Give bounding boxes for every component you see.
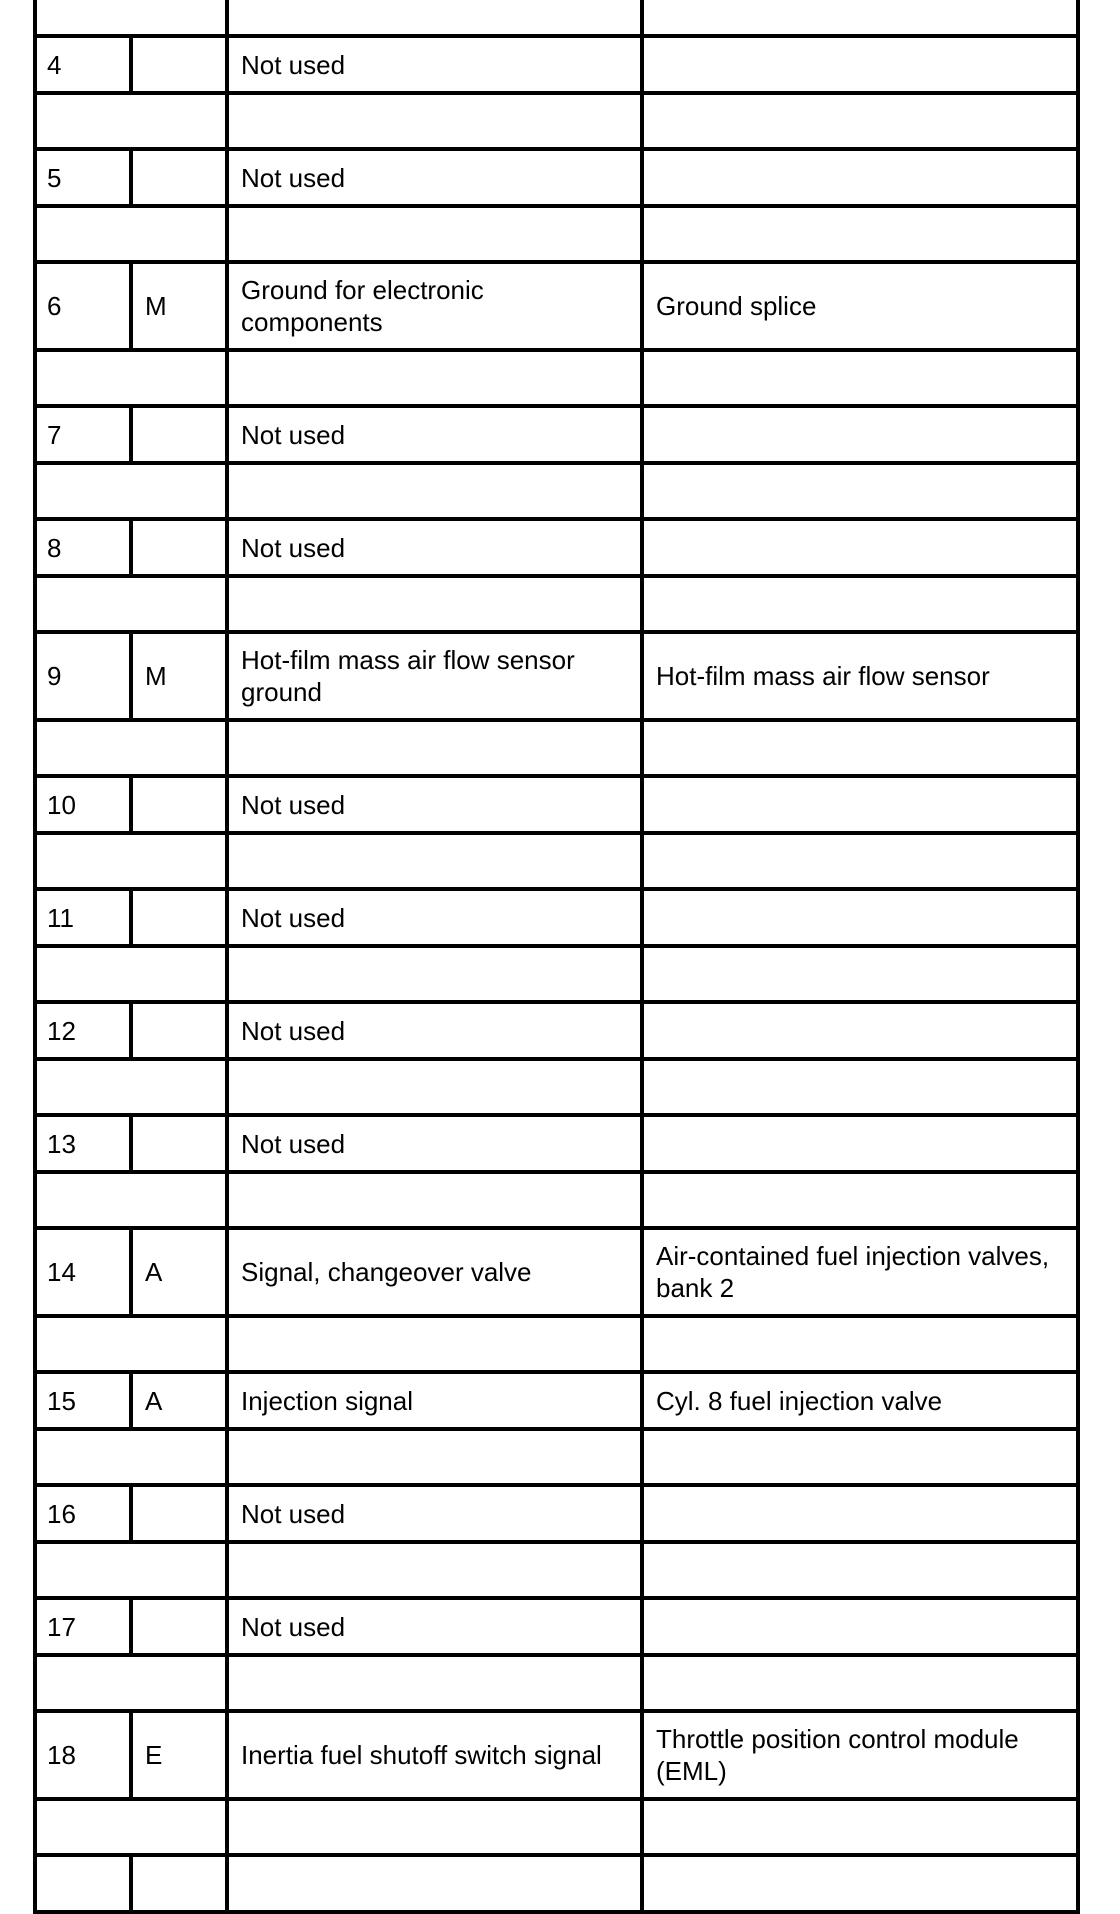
separator-cell	[35, 0, 227, 36]
pin-type-cell	[131, 149, 227, 206]
description-cell: Not used	[227, 36, 642, 93]
description-cell: Not used	[227, 889, 642, 946]
description-cell: Not used	[227, 1002, 642, 1059]
description-cell: Not used	[227, 1485, 642, 1542]
connection-cell	[642, 1115, 1078, 1172]
pin-type-cell: E	[131, 1711, 227, 1799]
separator-cell	[35, 720, 227, 776]
separator-cell	[35, 576, 227, 632]
pin-number-cell: 10	[35, 776, 131, 833]
table-row	[35, 149, 1078, 206]
pin-type-cell	[131, 1115, 227, 1172]
separator-cell	[642, 1316, 1078, 1372]
pin-number-cell: 12	[35, 1002, 131, 1059]
pin-number-cell: 7	[35, 406, 131, 463]
separator-cell	[642, 206, 1078, 262]
connection-cell: Ground splice	[642, 262, 1078, 350]
pin-number-cell: 9	[35, 632, 131, 720]
pin-number-cell: 11	[35, 889, 131, 946]
pin-type-cell	[131, 1002, 227, 1059]
pin-number-cell: 14	[35, 1228, 131, 1316]
separator-cell	[35, 1316, 227, 1372]
pin-type-cell	[131, 1485, 227, 1542]
separator-row	[35, 576, 1078, 632]
pin-number-cell: 17	[35, 1598, 131, 1655]
table-row	[35, 406, 1078, 463]
table-row	[35, 889, 1078, 946]
separator-cell	[642, 1429, 1078, 1485]
separator-cell	[227, 1316, 642, 1372]
separator-row	[35, 350, 1078, 406]
separator-row	[35, 1172, 1078, 1228]
table-row	[35, 776, 1078, 833]
separator-row	[35, 0, 1078, 36]
separator-row	[35, 833, 1078, 889]
separator-row	[35, 1059, 1078, 1115]
separator-cell	[227, 93, 642, 149]
pin-number-cell: 13	[35, 1115, 131, 1172]
empty-cell	[227, 1855, 642, 1912]
pin-type-cell	[131, 36, 227, 93]
separator-cell	[35, 1172, 227, 1228]
separator-cell	[35, 1429, 227, 1485]
table-row	[35, 1711, 1078, 1799]
connection-cell: Hot-film mass air flow sensor	[642, 632, 1078, 720]
table-row	[35, 1855, 1078, 1912]
separator-cell	[35, 463, 227, 519]
connection-cell: Throttle position control module (EML)	[642, 1711, 1078, 1799]
connection-cell: Cyl. 8 fuel injection valve	[642, 1372, 1078, 1429]
description-cell: Hot-film mass air flow sensor ground	[227, 632, 642, 720]
table-row	[35, 1372, 1078, 1429]
table-row	[35, 1485, 1078, 1542]
separator-cell	[227, 1542, 642, 1598]
separator-cell	[642, 463, 1078, 519]
table-row	[35, 519, 1078, 576]
separator-cell	[227, 1059, 642, 1115]
separator-cell	[227, 350, 642, 406]
separator-cell	[642, 576, 1078, 632]
pin-type-cell	[131, 776, 227, 833]
separator-cell	[35, 833, 227, 889]
connection-cell	[642, 519, 1078, 576]
separator-cell	[227, 1655, 642, 1711]
pin-number-cell: 5	[35, 149, 131, 206]
pin-type-cell	[131, 1598, 227, 1655]
pin-type-cell: M	[131, 262, 227, 350]
table-row	[35, 632, 1078, 720]
separator-cell	[227, 720, 642, 776]
pin-type-cell	[131, 889, 227, 946]
separator-cell	[35, 1542, 227, 1598]
table-row	[35, 36, 1078, 93]
separator-cell	[227, 1799, 642, 1855]
pin-number-cell: 4	[35, 36, 131, 93]
pin-number-cell: 18	[35, 1711, 131, 1799]
pin-table-body	[35, 0, 1078, 1912]
table-row	[35, 262, 1078, 350]
table-row	[35, 1598, 1078, 1655]
description-cell: Not used	[227, 1115, 642, 1172]
description-cell: Not used	[227, 776, 642, 833]
separator-cell	[35, 350, 227, 406]
separator-cell	[642, 946, 1078, 1002]
connection-cell	[642, 1002, 1078, 1059]
separator-cell	[642, 1172, 1078, 1228]
separator-cell	[35, 206, 227, 262]
pin-number-cell: 15	[35, 1372, 131, 1429]
connection-cell	[642, 776, 1078, 833]
description-cell: Ground for electronic components	[227, 262, 642, 350]
description-cell: Inertia fuel shutoff switch signal	[227, 1711, 642, 1799]
pin-number-cell: 16	[35, 1485, 131, 1542]
pin-type-cell	[131, 406, 227, 463]
separator-row	[35, 1429, 1078, 1485]
connection-cell	[642, 36, 1078, 93]
separator-cell	[642, 1655, 1078, 1711]
pin-type-cell: A	[131, 1228, 227, 1316]
separator-row	[35, 1655, 1078, 1711]
description-cell: Not used	[227, 406, 642, 463]
separator-cell	[35, 1655, 227, 1711]
connection-cell	[642, 149, 1078, 206]
table-row	[35, 1002, 1078, 1059]
separator-cell	[35, 93, 227, 149]
separator-cell	[642, 93, 1078, 149]
connection-cell	[642, 1598, 1078, 1655]
separator-cell	[227, 206, 642, 262]
pin-number-cell: 6	[35, 262, 131, 350]
table-row	[35, 1228, 1078, 1316]
separator-cell	[642, 720, 1078, 776]
separator-cell	[227, 576, 642, 632]
description-cell: Injection signal	[227, 1372, 642, 1429]
separator-cell	[227, 946, 642, 1002]
separator-cell	[35, 1799, 227, 1855]
separator-cell	[642, 1059, 1078, 1115]
separator-row	[35, 1542, 1078, 1598]
separator-cell	[227, 1172, 642, 1228]
connection-cell: Air-contained fuel injection valves, bank 2	[642, 1228, 1078, 1316]
separator-row	[35, 1316, 1078, 1372]
description-cell: Not used	[227, 519, 642, 576]
separator-cell	[227, 833, 642, 889]
pin-number-cell: 8	[35, 519, 131, 576]
separator-cell	[227, 1429, 642, 1485]
connection-cell	[642, 1485, 1078, 1542]
separator-row	[35, 93, 1078, 149]
separator-cell	[642, 1799, 1078, 1855]
empty-cell	[35, 1855, 131, 1912]
pin-assignment-table	[33, 0, 1080, 1914]
connection-cell	[642, 406, 1078, 463]
separator-row	[35, 946, 1078, 1002]
separator-row	[35, 206, 1078, 262]
separator-row	[35, 463, 1078, 519]
empty-cell	[131, 1855, 227, 1912]
connection-cell	[642, 889, 1078, 946]
pin-type-cell: M	[131, 632, 227, 720]
pin-type-cell	[131, 519, 227, 576]
separator-cell	[35, 946, 227, 1002]
separator-cell	[642, 350, 1078, 406]
separator-cell	[642, 1542, 1078, 1598]
separator-cell	[642, 833, 1078, 889]
description-cell: Not used	[227, 1598, 642, 1655]
separator-row	[35, 1799, 1078, 1855]
separator-cell	[642, 0, 1078, 36]
empty-cell	[642, 1855, 1078, 1912]
separator-cell	[227, 0, 642, 36]
description-cell: Signal, changeover valve	[227, 1228, 642, 1316]
separator-cell	[35, 1059, 227, 1115]
description-cell: Not used	[227, 149, 642, 206]
pin-type-cell: A	[131, 1372, 227, 1429]
separator-row	[35, 720, 1078, 776]
separator-cell	[227, 463, 642, 519]
table-row	[35, 1115, 1078, 1172]
